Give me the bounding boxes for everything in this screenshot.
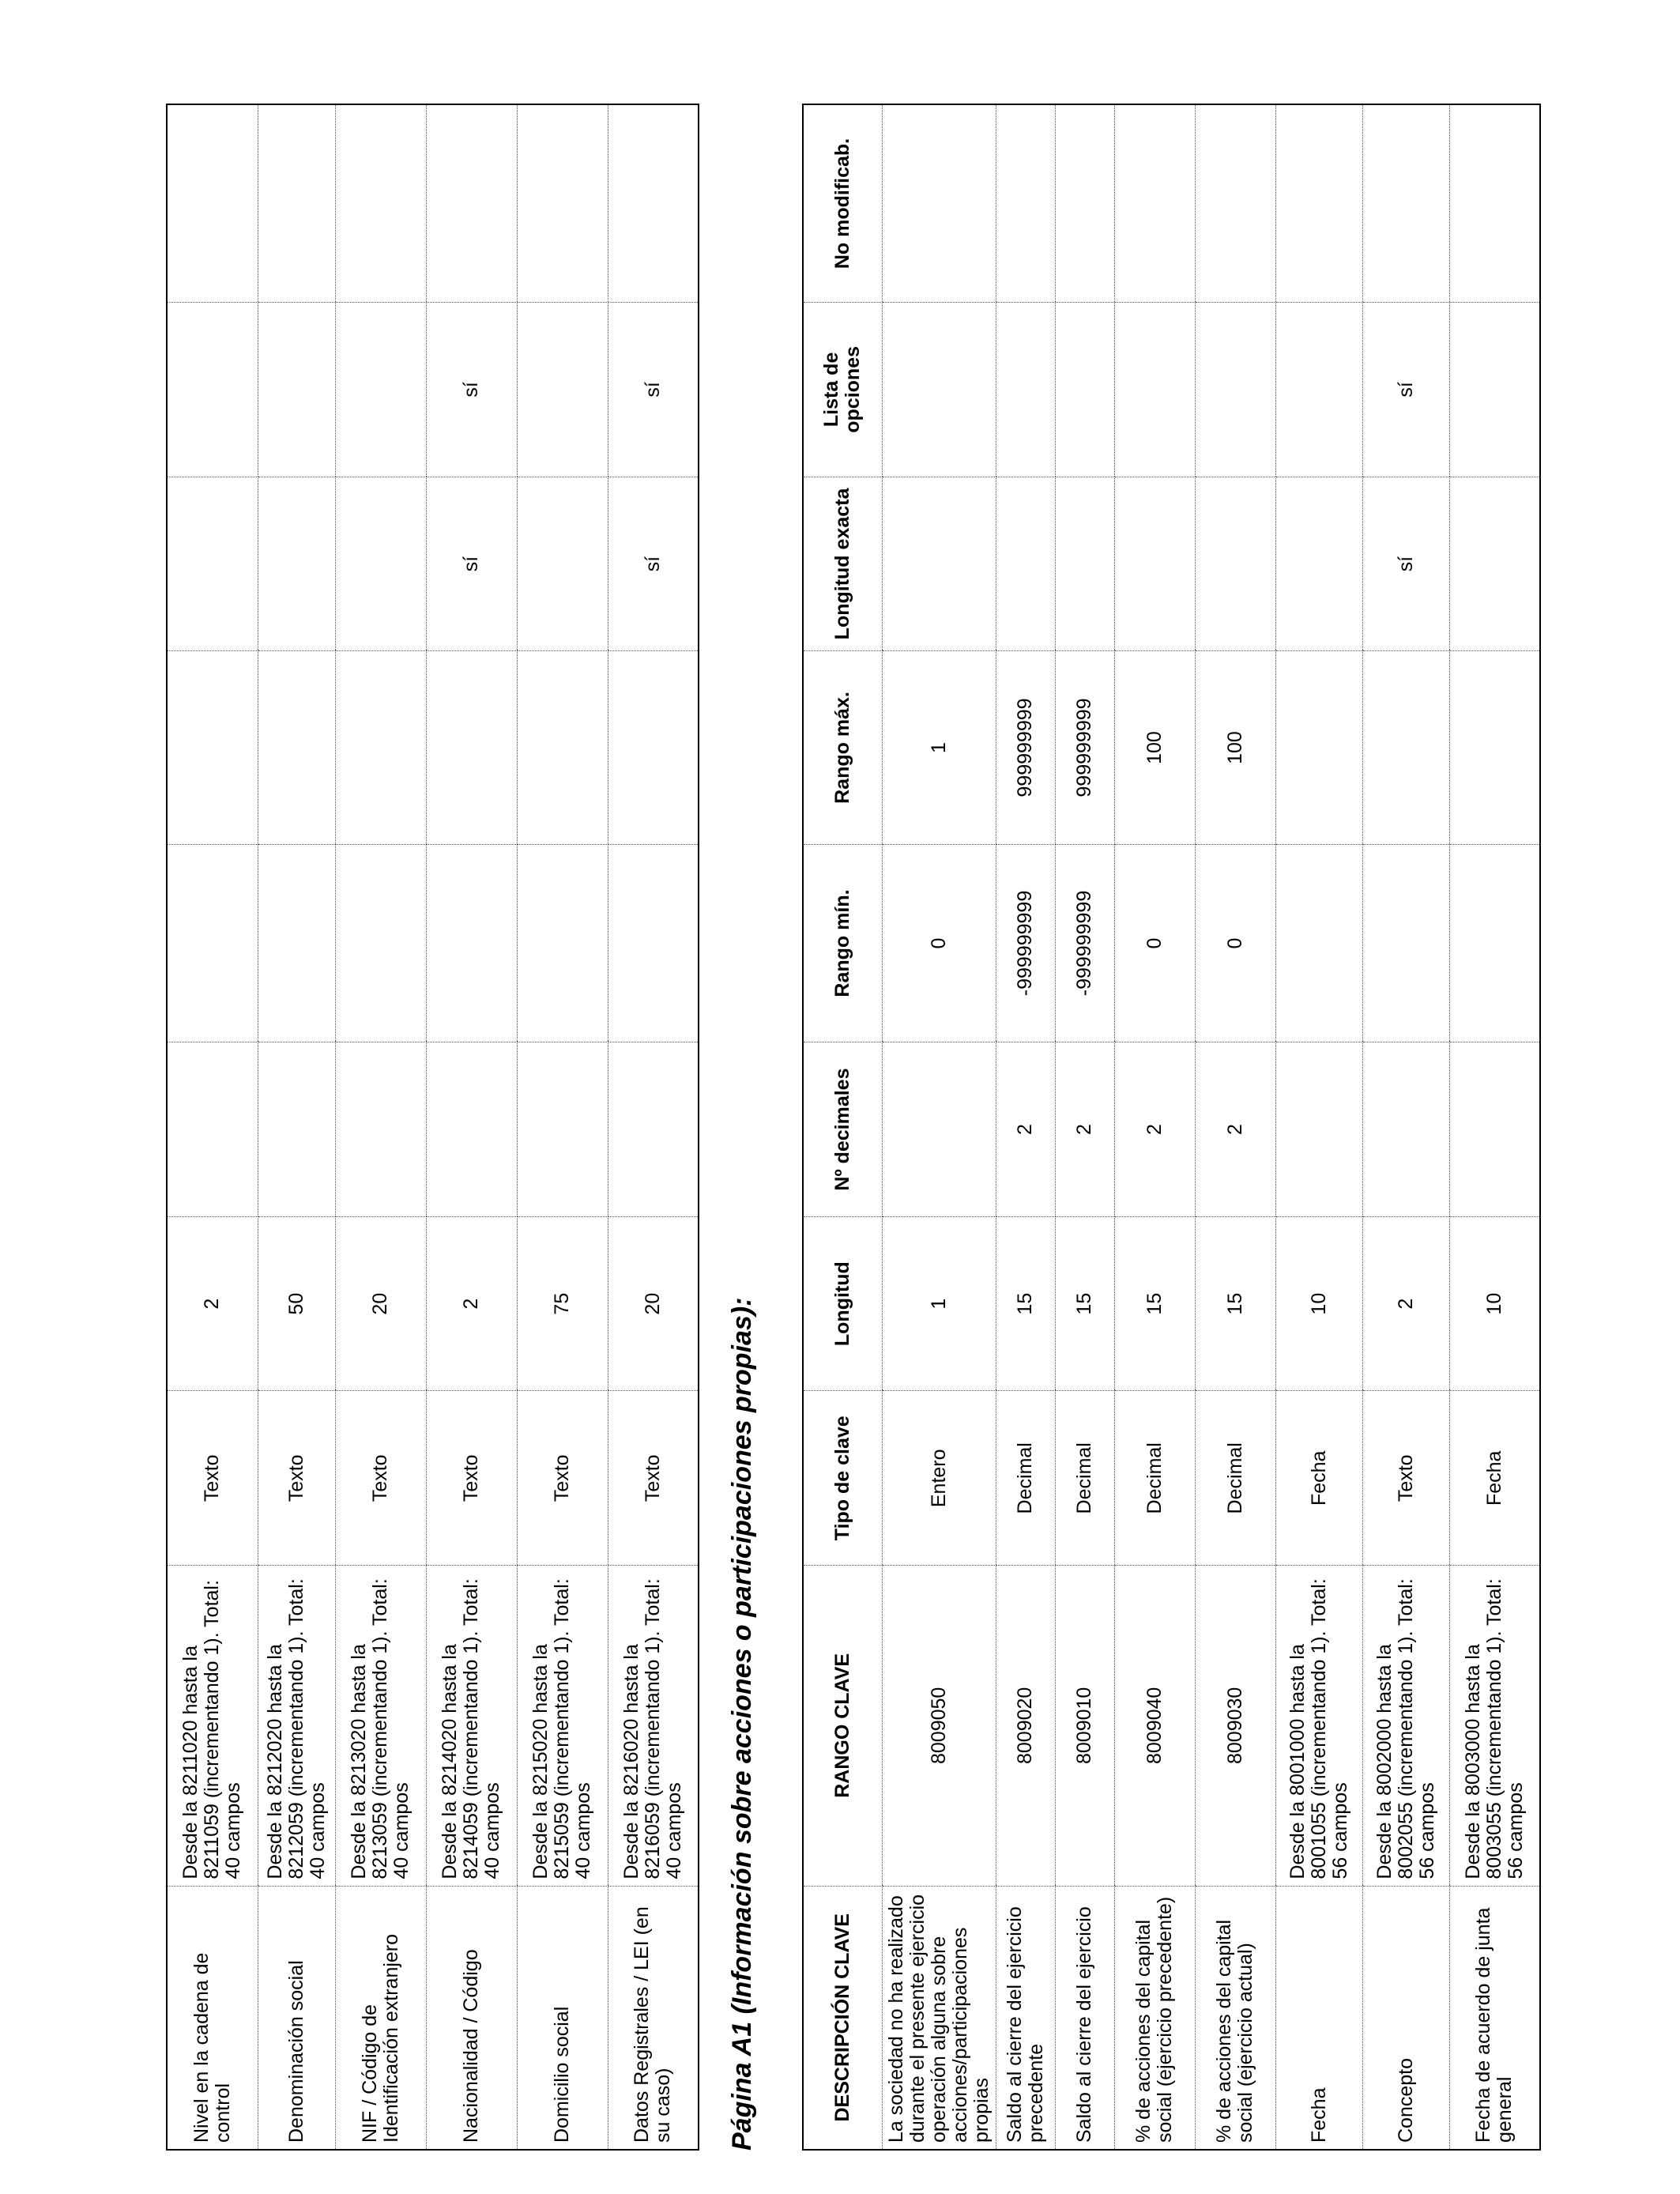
table-row [167, 104, 258, 2150]
cell-desc: La sociedad no ha realizado durante el presente ejercicio operación alguna sobre acciones/participaciones propias [882, 1886, 996, 2150]
cell-lista [996, 303, 1055, 477]
cell-rango: 8009010 [1055, 1566, 1114, 1886]
top-table [166, 104, 699, 2151]
cell-exacta [1195, 477, 1275, 651]
cell-lista: sí [608, 303, 699, 477]
cell-nomod [258, 104, 335, 303]
cell-exacta [1055, 477, 1114, 651]
cell-lista [1449, 303, 1540, 477]
section-heading: Página A1 (Información sobre acciones o participaciones propias): [727, 1297, 757, 2151]
cell-desc: NIF / Código de Identificación extranjero [335, 1886, 426, 2150]
cell-tipo: Decimal [1195, 1391, 1275, 1566]
cell-max [1362, 651, 1449, 844]
cell-desc: Fecha de acuerdo de junta general [1449, 1886, 1540, 2150]
table-row [1195, 104, 1275, 2150]
cell-longitud: 10 [1275, 1216, 1362, 1391]
cell-decimales [335, 1042, 426, 1217]
cell-max [608, 651, 699, 844]
cell-lista [1195, 303, 1275, 477]
cell-min [1449, 844, 1540, 1042]
cell-tipo: Entero [882, 1391, 996, 1566]
cell-nomod [1362, 104, 1449, 303]
cell-lista [517, 303, 608, 477]
cell-rango: Desde la 8216020 hasta la 8216059 (incrementando 1). Total: 40 campos [608, 1566, 699, 1886]
table-row [426, 104, 517, 2150]
cell-decimales: 2 [1114, 1042, 1195, 1217]
cell-longitud: 50 [258, 1216, 335, 1391]
top-table-body [167, 104, 699, 2150]
cell-longitud: 15 [996, 1216, 1055, 1391]
cell-decimales [608, 1042, 699, 1217]
header-desc: DESCRIPCIÓN CLAVE [803, 1886, 882, 2150]
cell-longitud: 2 [426, 1216, 517, 1391]
cell-min [167, 844, 258, 1042]
cell-max [258, 651, 335, 844]
cell-min: 0 [1195, 844, 1275, 1042]
cell-min [517, 844, 608, 1042]
cell-decimales [1449, 1042, 1540, 1217]
cell-nomod [1275, 104, 1362, 303]
cell-tipo: Fecha [1449, 1391, 1540, 1566]
cell-desc: Denominación social [258, 1886, 335, 2150]
cell-min: -999999999 [996, 844, 1055, 1042]
cell-lista: sí [1362, 303, 1449, 477]
header-min: Rango mín. [803, 844, 882, 1042]
table-row [258, 104, 335, 2150]
cell-rango: 8009020 [996, 1566, 1055, 1886]
table-row [608, 104, 699, 2150]
cell-exacta [258, 477, 335, 651]
cell-decimales [1275, 1042, 1362, 1217]
cell-max [517, 651, 608, 844]
cell-exacta [517, 477, 608, 651]
cell-rango: Desde la 8002000 hasta la 8002055 (incrementando 1). Total: 56 campos [1362, 1566, 1449, 1886]
header-max: Rango máx. [803, 651, 882, 844]
cell-desc: % de acciones del capital social (ejercicio precedente) [1114, 1886, 1195, 2150]
cell-min: 0 [1114, 844, 1195, 1042]
cell-longitud: 1 [882, 1216, 996, 1391]
cell-exacta: sí [608, 477, 699, 651]
cell-longitud: 20 [335, 1216, 426, 1391]
cell-exacta [167, 477, 258, 651]
cell-lista [1114, 303, 1195, 477]
cell-longitud: 15 [1195, 1216, 1275, 1391]
cell-tipo: Texto [426, 1391, 517, 1566]
cell-lista [1275, 303, 1362, 477]
table-row [996, 104, 1055, 2150]
cell-decimales [426, 1042, 517, 1217]
bottom-table-body [882, 104, 1540, 2150]
cell-max [426, 651, 517, 844]
cell-tipo: Fecha [1275, 1391, 1362, 1566]
cell-rango: Desde la 8212020 hasta la 8212059 (incrementando 1). Total: 40 campos [258, 1566, 335, 1886]
cell-desc: Datos Registrales / LEI (en su caso) [608, 1886, 699, 2150]
cell-exacta [1275, 477, 1362, 651]
cell-max [335, 651, 426, 844]
cell-desc: Nivel en la cadena de control [167, 1886, 258, 2150]
cell-decimales [1362, 1042, 1449, 1217]
cell-lista [258, 303, 335, 477]
cell-decimales: 2 [1055, 1042, 1114, 1217]
header-exacta: Longitud exacta [803, 477, 882, 651]
table-row [517, 104, 608, 2150]
cell-nomod [167, 104, 258, 303]
cell-nomod [1195, 104, 1275, 303]
cell-desc: Saldo al cierre del ejercicio [1055, 1886, 1114, 2150]
cell-exacta: sí [1362, 477, 1449, 651]
cell-max: 999999999 [1055, 651, 1114, 844]
cell-tipo: Decimal [996, 1391, 1055, 1566]
cell-tipo: Texto [258, 1391, 335, 1566]
cell-desc: Concepto [1362, 1886, 1449, 2150]
cell-min [1275, 844, 1362, 1042]
cell-lista [1055, 303, 1114, 477]
cell-desc: Saldo al cierre del ejercicio precedente [996, 1886, 1055, 2150]
header-rango: RANGO CLAVE [803, 1566, 882, 1886]
cell-lista [882, 303, 996, 477]
cell-longitud: 15 [1114, 1216, 1195, 1391]
cell-desc: Nacionalidad / Código [426, 1886, 517, 2150]
cell-max: 999999999 [996, 651, 1055, 844]
cell-lista [335, 303, 426, 477]
cell-rango: Desde la 8213020 hasta la 8213059 (incrementando 1). Total: 40 campos [335, 1566, 426, 1886]
header-decimales: Nº decimales [803, 1042, 882, 1217]
cell-min [335, 844, 426, 1042]
table-row [1275, 104, 1362, 2150]
cell-min: 0 [882, 844, 996, 1042]
cell-desc: % de acciones del capital social (ejercicio actual) [1195, 1886, 1275, 2150]
cell-max [167, 651, 258, 844]
table-row [1114, 104, 1195, 2150]
table-row [882, 104, 996, 2150]
cell-longitud: 10 [1449, 1216, 1540, 1391]
cell-tipo: Texto [167, 1391, 258, 1566]
cell-min [608, 844, 699, 1042]
cell-max: 100 [1114, 651, 1195, 844]
cell-tipo: Texto [517, 1391, 608, 1566]
header-tipo: Tipo de clave [803, 1391, 882, 1566]
cell-decimales: 2 [996, 1042, 1055, 1217]
cell-lista: sí [426, 303, 517, 477]
cell-rango: 8009040 [1114, 1566, 1195, 1886]
cell-decimales [167, 1042, 258, 1217]
cell-lista [167, 303, 258, 477]
cell-rango: 8009030 [1195, 1566, 1275, 1886]
cell-tipo: Texto [608, 1391, 699, 1566]
header-nomod: No modificab. [803, 104, 882, 303]
cell-decimales [882, 1042, 996, 1217]
cell-rango: 8009050 [882, 1566, 996, 1886]
cell-nomod [882, 104, 996, 303]
cell-tipo: Texto [1362, 1391, 1449, 1566]
cell-nomod [1114, 104, 1195, 303]
cell-min [258, 844, 335, 1042]
cell-nomod [426, 104, 517, 303]
cell-nomod [608, 104, 699, 303]
cell-nomod [1449, 104, 1540, 303]
cell-max [1449, 651, 1540, 844]
cell-exacta [882, 477, 996, 651]
cell-longitud: 2 [167, 1216, 258, 1391]
cell-max: 100 [1195, 651, 1275, 844]
cell-desc: Domicilio social [517, 1886, 608, 2150]
header-row [803, 104, 882, 2150]
table-row [1055, 104, 1114, 2150]
cell-rango: Desde la 8001000 hasta la 8001055 (incrementando 1). Total: 56 campos [1275, 1566, 1362, 1886]
cell-longitud: 15 [1055, 1216, 1114, 1391]
cell-nomod [517, 104, 608, 303]
cell-decimales: 2 [1195, 1042, 1275, 1217]
cell-min: -999999999 [1055, 844, 1114, 1042]
cell-longitud: 75 [517, 1216, 608, 1391]
table-row [1362, 104, 1449, 2150]
cell-tipo: Decimal [1114, 1391, 1195, 1566]
cell-rango: Desde la 8214020 hasta la 8214059 (incrementando 1). Total: 40 campos [426, 1566, 517, 1886]
cell-nomod [335, 104, 426, 303]
table-row [1449, 104, 1540, 2150]
cell-decimales [258, 1042, 335, 1217]
table-row [335, 104, 426, 2150]
cell-exacta [1449, 477, 1540, 651]
cell-nomod [1055, 104, 1114, 303]
cell-max [1275, 651, 1362, 844]
cell-min [1362, 844, 1449, 1042]
cell-exacta [335, 477, 426, 651]
cell-decimales [517, 1042, 608, 1217]
header-longitud: Longitud [803, 1216, 882, 1391]
cell-rango: Desde la 8215020 hasta la 8215059 (incrementando 1). Total: 40 campos [517, 1566, 608, 1886]
cell-min [426, 844, 517, 1042]
cell-rango: Desde la 8211020 hasta la 8211059 (incrementando 1). Total: 40 campos [167, 1566, 258, 1886]
cell-nomod [996, 104, 1055, 303]
cell-exacta [996, 477, 1055, 651]
cell-exacta [1114, 477, 1195, 651]
cell-max: 1 [882, 651, 996, 844]
bottom-table [802, 104, 1541, 2151]
cell-longitud: 20 [608, 1216, 699, 1391]
cell-desc: Fecha [1275, 1886, 1362, 2150]
cell-rango: Desde la 8003000 hasta la 8003055 (incrementando 1). Total: 56 campos [1449, 1566, 1540, 1886]
header-lista: Lista de opciones [803, 303, 882, 477]
cell-tipo: Decimal [1055, 1391, 1114, 1566]
cell-longitud: 2 [1362, 1216, 1449, 1391]
cell-exacta: sí [426, 477, 517, 651]
cell-tipo: Texto [335, 1391, 426, 1566]
